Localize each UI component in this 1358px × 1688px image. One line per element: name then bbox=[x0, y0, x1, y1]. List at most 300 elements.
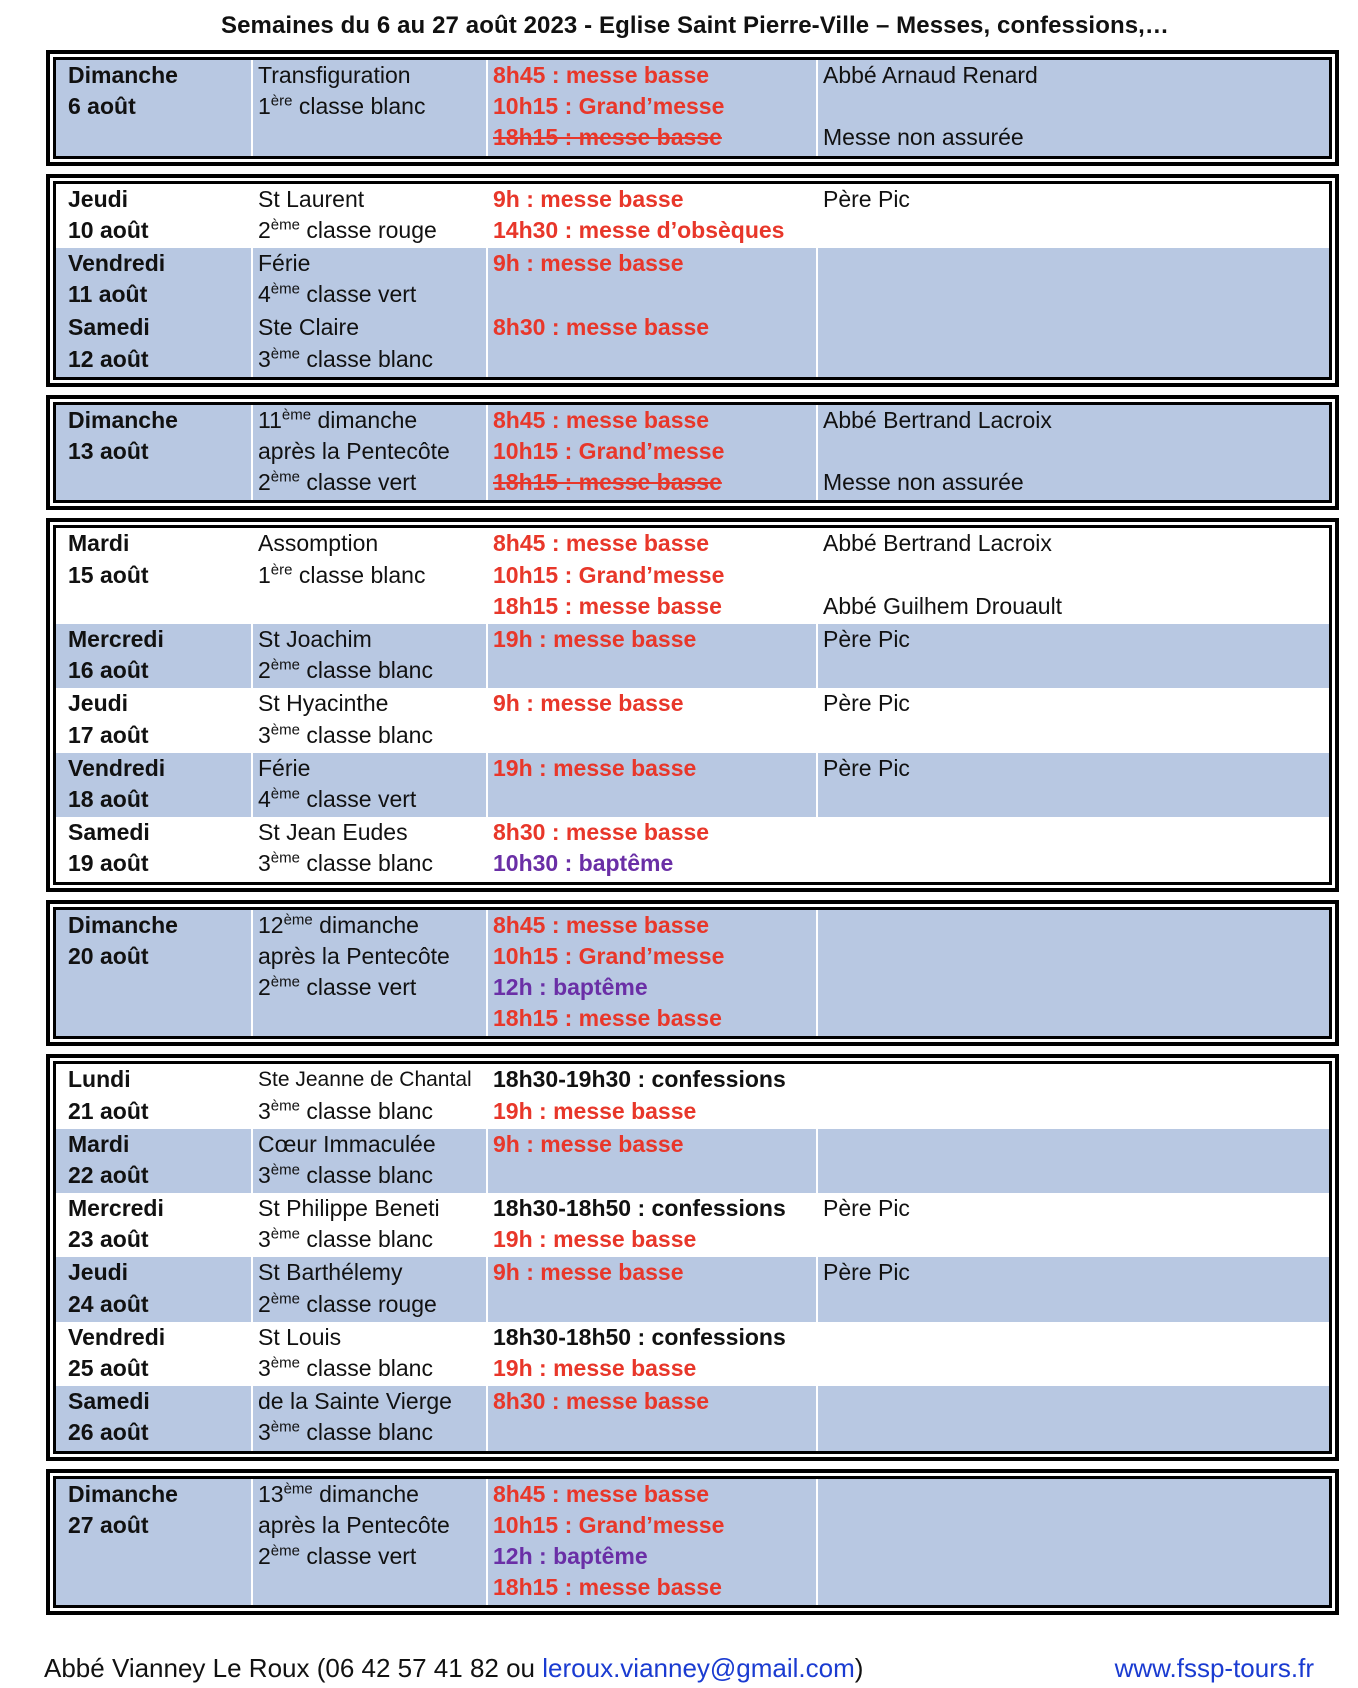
feast-text: 4 bbox=[258, 785, 271, 812]
class-label: classe vert bbox=[299, 1543, 417, 1570]
service-time: 8h45 : messe basse bbox=[493, 911, 710, 938]
day-cell bbox=[68, 1322, 258, 1384]
priest-cell bbox=[823, 184, 1283, 215]
feast-text: St Philippe Beneti bbox=[258, 1195, 440, 1222]
date-label: 13 août bbox=[68, 437, 149, 464]
ordinal-suffix: ème bbox=[270, 1354, 300, 1372]
feast-line bbox=[258, 1193, 503, 1224]
footer-email-link[interactable]: leroux.vianney@gmail.com bbox=[542, 1653, 855, 1683]
service-time: 12h : baptême bbox=[493, 1543, 648, 1570]
class-label: classe blanc bbox=[299, 1419, 433, 1446]
feast-line bbox=[258, 753, 503, 784]
feast-cell bbox=[258, 312, 503, 374]
cancelled-service: 18h15 : messe basse bbox=[493, 124, 722, 151]
day-row bbox=[56, 1129, 1329, 1193]
ordinal-suffix: ème bbox=[270, 1225, 300, 1243]
office-cell bbox=[493, 624, 843, 655]
day-row bbox=[56, 753, 1329, 817]
date-label: 11 août bbox=[68, 281, 148, 308]
ordinal-suffix: ème bbox=[270, 468, 300, 486]
ordinal-suffix: ème bbox=[270, 1161, 300, 1179]
feast-line bbox=[258, 312, 503, 343]
feast-text: 3 bbox=[258, 1097, 271, 1124]
ordinal-suffix: ère bbox=[270, 560, 293, 578]
service-time: 9h : messe basse bbox=[493, 1259, 684, 1286]
feast-text: 12 bbox=[258, 911, 284, 938]
date-label: 26 août bbox=[68, 1419, 149, 1446]
feast-text: 3 bbox=[258, 721, 271, 748]
priest-name: Abbé Bertrand Lacroix bbox=[823, 406, 1052, 433]
class-label: classe blanc bbox=[299, 1226, 433, 1253]
priest-name: Messe non assurée bbox=[823, 469, 1024, 496]
weekday-label: Samedi bbox=[68, 1388, 150, 1415]
service-time: 19h : messe basse bbox=[493, 625, 697, 652]
feast-line bbox=[258, 688, 503, 719]
week-block-inner bbox=[53, 402, 1332, 504]
class-label: classe rouge bbox=[299, 1290, 437, 1317]
feast-text: 3 bbox=[258, 1161, 271, 1188]
ordinal-suffix: ème bbox=[270, 1542, 300, 1560]
service-time: 10h15 : Grand’messe bbox=[493, 561, 725, 588]
service-time: 8h45 : messe basse bbox=[493, 1480, 710, 1507]
service-time: 18h30-18h50 : confessions bbox=[493, 1195, 786, 1222]
week-block bbox=[46, 174, 1339, 387]
weekday-label: Dimanche bbox=[68, 62, 178, 88]
day-cell bbox=[68, 624, 258, 686]
feast-text: Ste Claire bbox=[258, 314, 359, 341]
priest-cell bbox=[823, 1257, 1283, 1288]
service-time: 18h15 : messe basse bbox=[493, 1574, 722, 1601]
office-cell bbox=[493, 1479, 843, 1604]
date-label: 17 août bbox=[68, 721, 149, 748]
day-cell bbox=[68, 1064, 258, 1126]
priest-cell bbox=[823, 1193, 1283, 1224]
day-cell bbox=[68, 1479, 258, 1541]
week-block-inner bbox=[53, 1061, 1332, 1453]
feast-line bbox=[258, 1257, 503, 1288]
day-cell bbox=[68, 1386, 258, 1448]
day-row bbox=[56, 60, 1329, 156]
ordinal-suffix: ème bbox=[270, 280, 300, 298]
office-cell bbox=[493, 405, 843, 499]
feast-cell bbox=[258, 1129, 503, 1191]
ordinal-suffix: ème bbox=[270, 344, 300, 362]
date-label: 24 août bbox=[68, 1290, 149, 1317]
weekday-label: Dimanche bbox=[68, 911, 178, 938]
feast-text: 3 bbox=[258, 1226, 271, 1253]
day-cell bbox=[68, 248, 258, 310]
page-title: Semaines du 6 au 27 août 2023 - Eglise Saint Pierre-Ville – Messes, confessions,… bbox=[220, 12, 1170, 39]
feast-text: St Jean Eudes bbox=[258, 819, 408, 846]
day-cell bbox=[68, 688, 258, 750]
service-time: 9h : messe basse bbox=[493, 185, 684, 212]
feast-line bbox=[258, 215, 503, 246]
feast-text: St Laurent bbox=[258, 185, 365, 212]
feast-line bbox=[258, 784, 503, 815]
weekday-label: Dimanche bbox=[68, 1480, 178, 1507]
date-label: 27 août bbox=[68, 1511, 149, 1538]
feast-text: de la Sainte Vierge bbox=[258, 1388, 452, 1415]
office-cell bbox=[493, 1064, 843, 1126]
feast-line bbox=[258, 1510, 503, 1541]
feast-text: St Joachim bbox=[258, 625, 372, 652]
weekday-label: Samedi bbox=[68, 314, 150, 341]
office-cell bbox=[493, 1322, 843, 1384]
service-time: 10h15 : Grand’messe bbox=[493, 93, 725, 120]
service-time: 8h45 : messe basse bbox=[493, 406, 710, 433]
priest-name: Père Pic bbox=[823, 1195, 910, 1222]
day-row bbox=[56, 312, 1329, 376]
feast-text: 13 bbox=[258, 1480, 284, 1507]
class-label: classe blanc bbox=[299, 657, 433, 684]
feast-line bbox=[258, 655, 503, 686]
weekday-label: Mardi bbox=[68, 1130, 130, 1157]
day-cell bbox=[68, 910, 258, 972]
week-block-inner bbox=[53, 907, 1332, 1040]
week-block bbox=[46, 1054, 1339, 1460]
office-cell bbox=[493, 753, 843, 784]
week-block bbox=[46, 518, 1339, 891]
feast-cell bbox=[258, 910, 503, 1004]
feast-text: après la Pentecôte bbox=[258, 1511, 450, 1538]
office-cell bbox=[493, 817, 843, 879]
feast-text: 1 bbox=[258, 561, 271, 588]
feast-line bbox=[258, 1129, 503, 1160]
feast-line bbox=[258, 1417, 503, 1448]
footer-contact-end: ) bbox=[854, 1653, 864, 1683]
feast-text: 2 bbox=[258, 657, 271, 684]
feast-cell bbox=[258, 1386, 503, 1448]
feast-text: 2 bbox=[258, 1543, 271, 1570]
service-time: 19h : messe basse bbox=[493, 1226, 697, 1253]
weekday-label: Jeudi bbox=[68, 1259, 129, 1286]
feast-line bbox=[258, 60, 503, 91]
feast-text: 3 bbox=[258, 1355, 271, 1382]
weekday-label: Samedi bbox=[68, 819, 150, 846]
class-label: classe blanc bbox=[299, 850, 433, 877]
day-cell bbox=[68, 184, 258, 246]
day-cell bbox=[68, 817, 258, 879]
feast-line bbox=[258, 248, 503, 279]
feast-text: 2 bbox=[258, 469, 271, 496]
date-label: 19 août bbox=[68, 850, 149, 877]
office-cell bbox=[493, 60, 843, 154]
day-cell bbox=[68, 1129, 258, 1191]
feast-text: Ste Jeanne de Chantal bbox=[258, 1068, 472, 1092]
ordinal-suffix: ème bbox=[281, 406, 312, 424]
feast-cell bbox=[258, 817, 503, 879]
service-time: 14h30 : messe d’obsèques bbox=[493, 216, 785, 243]
service-time: 10h30 : baptême bbox=[493, 850, 674, 877]
office-cell bbox=[493, 1193, 843, 1255]
day-row bbox=[56, 1322, 1329, 1386]
office-cell bbox=[493, 688, 843, 719]
week-block bbox=[46, 395, 1339, 511]
weekday-label: Mercredi bbox=[68, 625, 164, 652]
feast-line bbox=[258, 344, 503, 375]
ordinal-suffix: ème bbox=[283, 910, 313, 928]
class-label: dimanche bbox=[311, 406, 418, 433]
feast-text: Transfiguration bbox=[258, 62, 411, 88]
feast-line bbox=[258, 1064, 503, 1095]
feast-line bbox=[258, 528, 503, 559]
class-label: classe vert bbox=[299, 469, 417, 496]
feast-cell bbox=[258, 1322, 503, 1384]
office-cell bbox=[493, 248, 843, 279]
class-label: classe blanc bbox=[299, 721, 433, 748]
class-label: classe blanc bbox=[299, 345, 433, 372]
feast-cell bbox=[258, 1479, 503, 1573]
date-label: 15 août bbox=[68, 561, 149, 588]
day-row bbox=[56, 1479, 1329, 1606]
office-cell bbox=[493, 910, 843, 1035]
service-time: 9h : messe basse bbox=[493, 1130, 684, 1157]
date-label: 12 août bbox=[68, 345, 149, 372]
ordinal-suffix: ème bbox=[270, 216, 300, 234]
service-time: 18h15 : messe basse bbox=[493, 592, 722, 619]
feast-text: Férie bbox=[258, 754, 311, 781]
ordinal-suffix: ème bbox=[283, 1480, 313, 1497]
feast-line bbox=[258, 941, 503, 972]
date-label: 10 août bbox=[68, 216, 149, 243]
service-time: 8h30 : messe basse bbox=[493, 819, 710, 846]
week-block bbox=[46, 50, 1339, 166]
priest-name: Père Pic bbox=[823, 754, 910, 781]
feast-cell bbox=[258, 1257, 503, 1319]
feast-line bbox=[258, 560, 503, 591]
week-block-inner bbox=[53, 57, 1332, 159]
feast-line bbox=[258, 436, 503, 467]
day-cell bbox=[68, 312, 258, 374]
feast-text: 2 bbox=[258, 1290, 271, 1317]
class-label: classe vert bbox=[299, 281, 417, 308]
class-label: classe blanc bbox=[299, 1161, 433, 1188]
service-time: 12h : baptême bbox=[493, 973, 648, 1000]
feast-line bbox=[258, 1353, 503, 1384]
feast-text: St Louis bbox=[258, 1323, 342, 1350]
class-label: classe blanc bbox=[299, 1097, 433, 1124]
feast-line bbox=[258, 1224, 503, 1255]
feast-cell bbox=[258, 248, 503, 310]
day-row bbox=[56, 910, 1329, 1037]
class-label: dimanche bbox=[312, 1480, 419, 1507]
feast-line bbox=[258, 1541, 503, 1572]
week-block-inner bbox=[53, 181, 1332, 380]
service-time: 19h : messe basse bbox=[493, 1355, 697, 1382]
service-time: 10h15 : Grand’messe bbox=[493, 942, 725, 969]
feast-line bbox=[258, 1096, 503, 1127]
feast-line bbox=[258, 910, 503, 941]
day-row bbox=[56, 1386, 1329, 1450]
priest-name bbox=[823, 560, 1283, 591]
class-label: classe vert bbox=[299, 973, 417, 1000]
feast-text: Férie bbox=[258, 249, 311, 276]
feast-cell bbox=[258, 1193, 503, 1255]
day-row bbox=[56, 248, 1329, 312]
ordinal-suffix: ème bbox=[270, 1096, 300, 1114]
day-row bbox=[56, 1257, 1329, 1321]
service-time: 10h15 : Grand’messe bbox=[493, 1511, 725, 1538]
class-label: classe rouge bbox=[299, 216, 437, 243]
service-time: 8h45 : messe basse bbox=[493, 530, 710, 557]
service-time: 18h15 : messe basse bbox=[493, 1005, 722, 1032]
priest-cell bbox=[823, 688, 1283, 719]
feast-text: 11 bbox=[258, 406, 282, 433]
class-label: classe blanc bbox=[292, 93, 426, 120]
feast-text: St Barthélemy bbox=[258, 1259, 403, 1286]
class-label: classe blanc bbox=[299, 1355, 433, 1382]
service-time: 8h30 : messe basse bbox=[493, 1388, 710, 1415]
service-time: 19h : messe basse bbox=[493, 754, 697, 781]
week-block bbox=[46, 1469, 1339, 1616]
week-block-inner bbox=[53, 525, 1332, 884]
feast-line bbox=[258, 405, 503, 436]
ordinal-suffix: ème bbox=[270, 656, 300, 674]
class-label: dimanche bbox=[312, 911, 419, 938]
priest-cell bbox=[823, 60, 1283, 154]
priest-cell bbox=[823, 624, 1283, 655]
feast-cell bbox=[258, 753, 503, 815]
priest-cell bbox=[823, 405, 1283, 499]
priest-name: Père Pic bbox=[823, 1259, 910, 1286]
service-time: 10h15 : Grand’messe bbox=[493, 437, 725, 464]
feast-text: 4 bbox=[258, 281, 271, 308]
feast-line bbox=[258, 720, 503, 751]
date-label: 20 août bbox=[68, 942, 149, 969]
ordinal-suffix: ème bbox=[270, 785, 300, 803]
feast-text: Cœur Immaculée bbox=[258, 1130, 436, 1157]
feast-cell bbox=[258, 1064, 503, 1126]
day-row bbox=[56, 688, 1329, 752]
feast-line bbox=[258, 1160, 503, 1191]
service-time: 18h30-18h50 : confessions bbox=[493, 1323, 786, 1350]
feast-text: 2 bbox=[258, 216, 271, 243]
day-row bbox=[56, 624, 1329, 688]
feast-line bbox=[258, 279, 503, 310]
feast-text: 1 bbox=[258, 93, 271, 120]
feast-line bbox=[258, 184, 503, 215]
feast-line bbox=[258, 1322, 503, 1353]
date-label: 18 août bbox=[68, 785, 149, 812]
feast-text: 3 bbox=[258, 1419, 271, 1446]
class-label: classe blanc bbox=[292, 561, 426, 588]
weekday-label: Dimanche bbox=[68, 406, 178, 433]
weekday-label: Vendredi bbox=[68, 1323, 166, 1350]
weekday-label: Vendredi bbox=[68, 249, 166, 276]
weekday-label: Lundi bbox=[68, 1066, 131, 1093]
office-cell bbox=[493, 1129, 843, 1160]
office-cell bbox=[493, 184, 843, 246]
ordinal-suffix: ème bbox=[270, 1418, 300, 1436]
footer bbox=[44, 1648, 1344, 1688]
feast-cell bbox=[258, 528, 503, 590]
day-row bbox=[56, 405, 1329, 501]
day-cell bbox=[68, 753, 258, 815]
feast-cell bbox=[258, 624, 503, 686]
day-row bbox=[56, 817, 1329, 881]
priest-cell bbox=[823, 753, 1283, 784]
weekday-label: Mercredi bbox=[68, 1195, 164, 1222]
feast-text: après la Pentecôte bbox=[258, 437, 450, 464]
week-block-inner bbox=[53, 1476, 1332, 1609]
day-cell bbox=[68, 1193, 258, 1255]
date-label: 21 août bbox=[68, 1097, 149, 1124]
schedule-table bbox=[46, 50, 1339, 1623]
priest-name bbox=[823, 436, 1283, 467]
service-time: 18h30-19h30 : confessions bbox=[493, 1066, 786, 1093]
weekday-label: Vendredi bbox=[68, 754, 166, 781]
service-time: 8h30 : messe basse bbox=[493, 314, 710, 341]
day-cell bbox=[68, 60, 258, 122]
service-time: 19h : messe basse bbox=[493, 1097, 697, 1124]
weekday-label: Jeudi bbox=[68, 185, 129, 212]
feast-cell bbox=[258, 688, 503, 750]
feast-line bbox=[258, 91, 503, 122]
priest-name bbox=[823, 91, 1283, 122]
day-cell bbox=[68, 528, 258, 590]
date-label: 6 août bbox=[68, 93, 136, 120]
day-cell bbox=[68, 1257, 258, 1319]
feast-line bbox=[258, 467, 503, 498]
footer-website-link[interactable]: www.fssp-tours.fr bbox=[1114, 1653, 1314, 1683]
ordinal-suffix: ère bbox=[270, 92, 293, 110]
date-label: 25 août bbox=[68, 1355, 149, 1382]
feast-line bbox=[258, 972, 503, 1003]
office-cell bbox=[493, 528, 843, 622]
service-time: 9h : messe basse bbox=[493, 249, 684, 276]
priest-name: Abbé Bertrand Lacroix bbox=[823, 530, 1052, 557]
feast-line bbox=[258, 1386, 503, 1417]
service-time: 9h : messe basse bbox=[493, 690, 684, 717]
day-row bbox=[56, 1193, 1329, 1257]
feast-text: Assomption bbox=[258, 530, 379, 557]
feast-line bbox=[258, 848, 503, 879]
week-block bbox=[46, 900, 1339, 1047]
weekday-label: Jeudi bbox=[68, 690, 129, 717]
priest-name: Père Pic bbox=[823, 690, 910, 717]
office-cell bbox=[493, 312, 843, 343]
feast-cell bbox=[258, 60, 503, 122]
footer-contact: Abbé Vianney Le Roux (06 42 57 41 82 ou bbox=[44, 1653, 543, 1683]
ordinal-suffix: ème bbox=[270, 720, 300, 738]
day-row bbox=[56, 1064, 1329, 1128]
feast-line bbox=[258, 1289, 503, 1320]
ordinal-suffix: ème bbox=[270, 973, 300, 991]
day-row bbox=[56, 184, 1329, 248]
feast-cell bbox=[258, 405, 503, 499]
feast-line bbox=[258, 817, 503, 848]
class-label: classe vert bbox=[299, 785, 417, 812]
priest-name: Père Pic bbox=[823, 185, 910, 212]
ordinal-suffix: ème bbox=[270, 1290, 300, 1308]
feast-line bbox=[258, 624, 503, 655]
feast-line bbox=[258, 1479, 503, 1510]
priest-name: Abbé Guilhem Drouault bbox=[823, 592, 1063, 619]
feast-text: 2 bbox=[258, 973, 271, 1000]
cancelled-service: 18h15 : messe basse bbox=[493, 469, 722, 496]
date-label: 23 août bbox=[68, 1226, 149, 1253]
feast-text: après la Pentecôte bbox=[258, 942, 450, 969]
office-cell bbox=[493, 1257, 843, 1288]
date-label: 22 août bbox=[68, 1161, 149, 1188]
feast-text: 3 bbox=[258, 345, 271, 372]
priest-name: Abbé Arnaud Renard bbox=[823, 62, 1038, 88]
feast-text: St Hyacinthe bbox=[258, 690, 389, 717]
ordinal-suffix: ème bbox=[270, 849, 300, 867]
priest-cell bbox=[823, 528, 1283, 622]
office-cell bbox=[493, 1386, 843, 1417]
feast-text: 3 bbox=[258, 850, 271, 877]
